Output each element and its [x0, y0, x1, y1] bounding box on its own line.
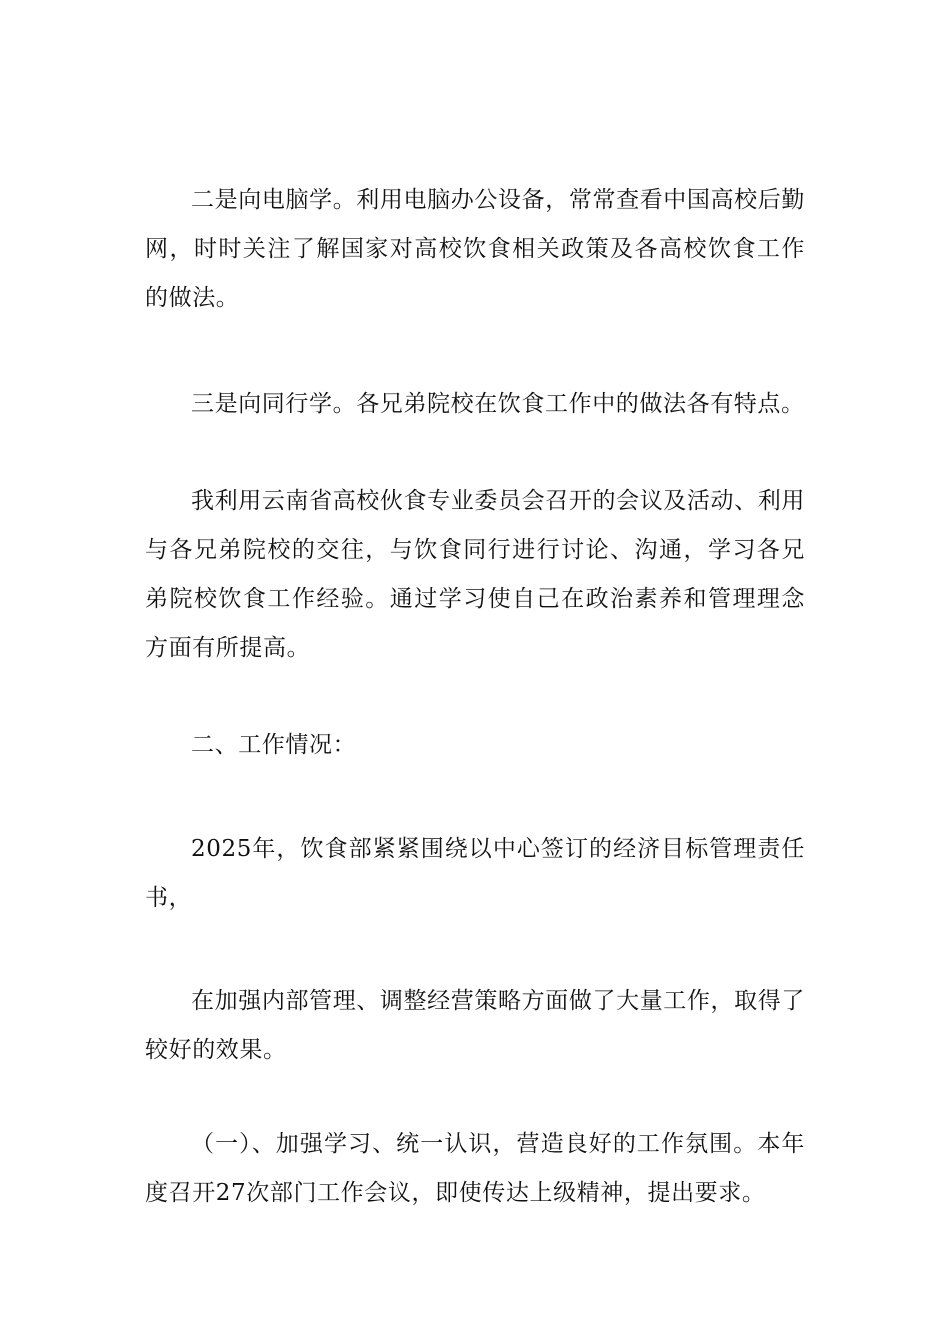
paragraph-study-peers: 三是向同行学。各兄弟院校在饮食工作中的做法各有特点。	[191, 391, 805, 417]
paragraph-study-computer: 二是向电脑学。利用电脑办公设备，常常查看中国高校后勤网，时时关注了解国家对高校饮食相关政策及各高校饮食工作的做法。	[145, 187, 805, 311]
section-heading-work-status: 二、工作情况：	[191, 732, 357, 758]
paragraph-year-target: 2025年，饮食部紧紧围绕以中心签订的经济目标管理责任书，	[145, 836, 805, 911]
paragraph-management-results: 在加强内部管理、调整经营策略方面做了大量工作，取得了较好的效果。	[145, 988, 805, 1063]
paragraph-item-one: （一）、加强学习、统一认识，营造良好的工作氛围。本年度召开27次部门工作会议，即使传达上级精神，提出要求。	[145, 1131, 805, 1206]
paragraph-committee-exchange: 我利用云南省高校伙食专业委员会召开的会议及活动、利用与各兄弟院校的交往，与饮食同行进行讨论、沟通，学习各兄弟院校饮食工作经验。通过学习使自己在政治素养和管理理念方面有所提高。	[145, 488, 805, 661]
